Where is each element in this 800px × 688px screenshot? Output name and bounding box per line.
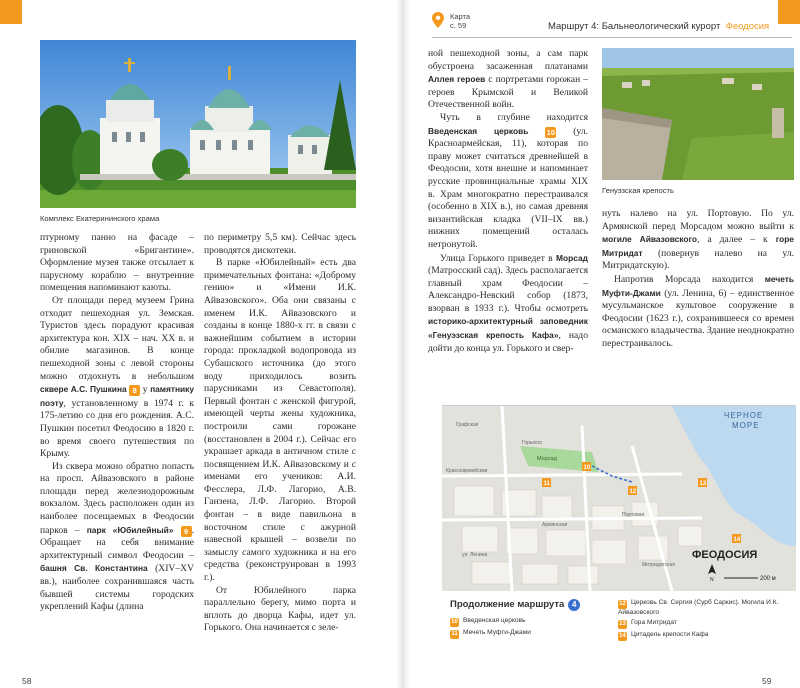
legend-item: 12 Церковь Св. Сергия (Сурб Саркис). Могила И.К. Айвазовского [618,599,779,616]
highlight-place: горе Митридат [602,234,794,258]
paragraph: птурному панно на фасаде – гриновской «Бригантине». Оформление музея также отсылает к парусному кораблю – внутренние помещения напоминают каюты. [40,232,194,294]
street-label: Графская [456,422,479,428]
map-pin-icon [432,12,444,28]
highlight-place: Морсад [556,252,588,263]
highlight-place: парк «Юбилейный» [86,524,174,535]
street-label: Горького [522,440,543,446]
highlight-place: башня Св. Константина [40,563,148,574]
street-label: Митридатская [642,562,675,568]
right-column-2 [602,208,794,351]
street-label: Красноармейская [446,468,488,474]
paragraph: Чуть в глубине находится Введенская церковь 10 (ул. Красноармейская, 11), которая по праву может считаться древнейшей в Феодосии, хотя внешне и напоминает русские провинциальные храмы XIX в. Храм многократно перестраивался (особенно в XIX в.), но самая древняя византийская кладка (VII–IX вв.) нижних помещений осталась нетронутой. [428,111,588,250]
legend-title: Продолжение маршрута 4 [450,599,580,611]
north-arrow-icon [708,564,716,583]
paragraph: ной пешеходной зоны, а сам парк обустроена засаженная платанами Аллея героев с портретами горожан – героев Крымской и Великой Отечественной войн. [428,48,589,111]
route-number-badge: 4 [568,599,580,611]
map-marker: 10 [546,127,555,137]
paragraph: Улица Горького приведет в Морсад (Матросский сад). Здесь располагается главный храм Феодосии – Александро-Невский собор (1873, взорван в 1933 г.). Чтобы осмотреть историко-архитектурный заповедник «Генуэзская крепость Кафа», надо дойти до конца ул. Горького и свер- [428,252,588,354]
svg-text:12: 12 [629,489,637,495]
running-header [432,12,792,40]
legend-item: 10 Введенская церковь [451,617,526,625]
cathedral-photo [40,40,356,208]
paragraph: Из сквера можно обратно попасть на просп. Айвазовского в районе площади перед железнодорожным вокзалом. Здесь расположен один из наиболее посещаемых в Феодосии парков – парк «Юбилейный» 9 . Обращает на себя внимание архитектурный символ Феодосии – башня Св. Константина (XIV–XV вв.), наиболее сохранившаяся часть бывшей системы городских укреплений Кафы (длина [40,460,194,613]
street-label: Портовая [622,512,645,518]
highlight-place: сквере А.С. Пушкина [40,384,127,395]
photo-caption: Генуэзская крепость [602,186,674,195]
map-scale: 200 м [760,576,776,582]
street-label: ул. Ленина [462,552,488,558]
right-column-1 [428,48,588,355]
city-label: ФЕОДОСИЯ [692,549,758,561]
page-number: 59 [762,676,772,686]
park-label: Морсад [537,456,557,462]
page-number: 58 [22,676,32,686]
legend-item: 11 Мечеть Муфти-Джами [451,629,531,637]
map-legend [442,591,796,656]
map-marker: 8 [129,385,140,396]
sea-label: ЧЕРНОЕ [724,411,764,420]
fortress-photo [602,48,794,180]
highlight-place: памятнику поэту [40,384,195,408]
route-title: Маршрут 4: Бальнеологический курорт Феодосия [548,21,770,32]
paragraph: нуть налево на ул. Портовую. По ул. Армянской перед Морсадом можно выйти к могиле Айвазовского, а далее – к горе Митридат (повернув налево на ул. Митридатскую). [602,208,794,272]
map-canvas [442,406,796,591]
header-divider [432,37,792,38]
map-reference: Карта с. 59 [450,12,471,30]
highlight-place: историко-архитектурный заповедник «Генуэзская крепость Кафа» [428,316,588,341]
legend-item: 14 Цитадель крепости Кафа [619,631,709,639]
highlight-place: мечеть Муфти-Джами [602,273,794,298]
legend-item: 13 Гора Митридат [619,619,677,627]
svg-text:10: 10 [583,465,591,471]
route-map [442,405,796,655]
map-marker: 9 [181,526,192,537]
highlight-place: Введенская церковь [428,125,529,136]
photo-caption: Комплекс Екатерининского храма [40,214,160,223]
svg-text:N: N [710,577,714,583]
paragraph: по периметру 5,5 км). Сейчас здесь проводятся дискотеки. [204,232,356,256]
svg-text:13: 13 [699,481,707,487]
svg-text:14: 14 [733,537,741,543]
left-column-1 [40,232,194,614]
sea-label: МОРЕ [732,421,760,430]
street-label: Армянская [542,522,568,528]
paragraph: От Юбилейного парка параллельно берегу, мимо порта и вплоть до дворца Кафы, идет ул. Горького. Она начинается с зеле- [204,584,356,634]
left-column-2 [204,232,356,635]
paragraph: Напротив Морсада находится мечеть Муфти-Джами (ул. Ленина, 6) – единственное мусульманское культовое сооружение в Феодосии (1623 г.), сохранившееся со времен османского владычества. Здание неоднократно перестраивалось. [602,273,794,349]
paragraph: От площади перед музеем Грина отходит пешеходная ул. Земская. Туристов здесь порадуют красивая архитектура кон. XIX – нач. XX в. и обилие магазинов. В конце пешеходной зоны с левой стороны можно отдохнуть в небольшом сквере А.С. Пушкина 8 у памятнику поэту, установленному в 1974 г. к 175-летию со дня его рождения. А.С. Пушкин посетил Феодосию в 1820 г. во время своего путешествия по Крыму. [40,294,195,460]
paragraph: В парке «Юбилейный» есть два примечательных фонтана: «Доброму гению» и «Имени И.К. Айвазовского». Оба они связаны с именем И.К. Айвазовского и созданы в конце 1880-х гг. в связи с важнейшим событием в истории города: прокладкой водопровода из Субашского источника (до этого воду приходилось возить парусниками из Севастополя). Первый фонтан с женской фигурой, имеющей черты жены художника, построили сами горожане (восстановлен в 2004 г.). Сейчас его украшает аркада в античном стиле с посвящением И.К. Айвазовскому и с именами его учеников: А.И. Фесслера, Л.Ф. Лагорио, А.В. Ганзена, Л.Ф. Лагорио. Второй фонтан – в виде павильона в восточном стиле с ажурной навесной крышей – возвели по замыслу самого художника и на его средства (реконструирован в 1993 г.). [204,257,356,584]
city-name: Феодосия [725,21,770,32]
svg-text:11: 11 [543,481,550,487]
right-page [406,0,800,688]
highlight-place: Аллея героев [428,74,486,85]
highlight-place: могиле Айвазовского [602,234,697,245]
